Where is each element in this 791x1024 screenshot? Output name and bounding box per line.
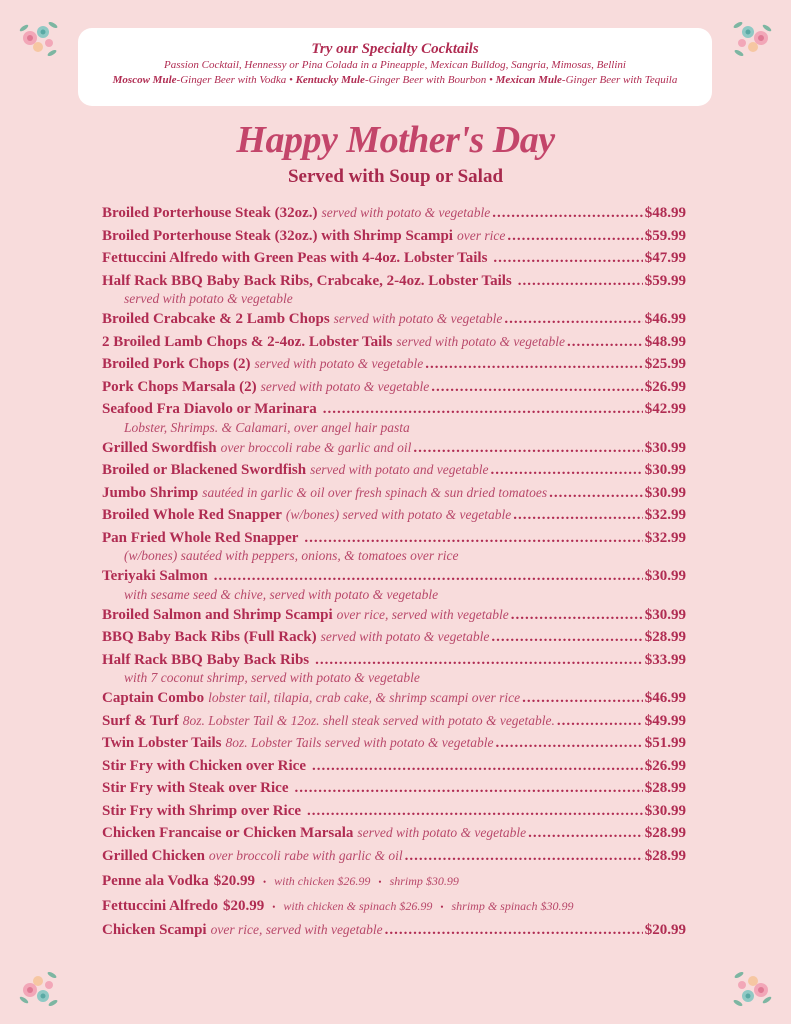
item-price: $33.99 xyxy=(644,651,686,668)
leader-dots xyxy=(557,710,643,733)
item-description: served with potato & vegetable xyxy=(321,205,491,220)
item-price: $30.99 xyxy=(644,568,686,584)
leader-dots xyxy=(522,687,643,710)
item-description: (w/bones) served with potato & vegetable xyxy=(285,507,512,522)
item-description: served with potato and vegetable xyxy=(310,462,489,477)
item-price: $30.99 xyxy=(644,606,686,623)
item-price: $46.99 xyxy=(644,690,686,706)
menu-item xyxy=(102,504,686,527)
leader-dots xyxy=(492,202,643,225)
item-description: served with potato & vegetable xyxy=(396,333,566,349)
leader-dots xyxy=(507,225,642,248)
bullet: • xyxy=(489,74,493,86)
floral-corner-icon xyxy=(729,16,775,62)
leader-dots xyxy=(491,626,642,649)
page-title: Happy Mother's Day xyxy=(236,119,555,161)
leader-dots xyxy=(511,604,643,627)
menu-item xyxy=(102,308,686,331)
specialty-cocktails-box xyxy=(78,28,712,106)
item-price: $47.99 xyxy=(644,250,686,266)
item-price: $59.99 xyxy=(644,272,686,289)
item-subdescription: with sesame seed & chive, served with potato & vegetable xyxy=(124,586,439,602)
item-option: with chicken $26.99 xyxy=(274,874,371,888)
item-price: $26.99 xyxy=(644,378,686,395)
menu-item xyxy=(102,777,686,800)
item-description: served with potato & vegetable xyxy=(357,825,527,840)
leader-dots xyxy=(518,270,643,293)
menu-item xyxy=(102,331,686,354)
menu-item xyxy=(102,565,686,604)
item-name: Broiled Pork Chops (2) xyxy=(102,356,251,372)
cocktails-list: Passion Cocktail, Hennessy or Pina Colada in a Pineapple, Mexican Bulldog, Sangria, Mimosas, Bellini xyxy=(164,59,626,71)
leader-dots xyxy=(496,732,643,755)
item-name: Chicken Francaise or Chicken Marsala xyxy=(102,825,354,841)
item-name: Teriyaki Salmon xyxy=(102,568,208,584)
item-price: $30.99 xyxy=(644,439,686,456)
item-price: $30.99 xyxy=(644,484,686,501)
item-price: $28.99 xyxy=(644,629,686,645)
leader-dots xyxy=(295,777,643,800)
menu-item-fettuccini xyxy=(102,894,686,919)
item-description: served with potato & vegetable xyxy=(333,311,503,326)
item-price: $49.99 xyxy=(644,712,686,729)
menu-item xyxy=(102,482,686,505)
item-description: sautéed in garlic & oil over fresh spinach & sun dried tomatoes xyxy=(202,484,548,500)
item-name: Fettuccini Alfredo with Green Peas with 4-4oz. Lobster Tails xyxy=(102,250,488,266)
menu-item xyxy=(102,687,686,710)
item-description: served with potato & vegetable xyxy=(320,629,490,644)
menu-item xyxy=(102,604,686,627)
mule-list xyxy=(78,73,712,88)
item-description: over broccoli rabe & garlic and oil xyxy=(220,439,412,455)
item-name: Surf & Turf xyxy=(102,712,179,729)
menu-item xyxy=(102,398,686,437)
leader-dots xyxy=(528,822,643,845)
menu-item xyxy=(102,800,686,823)
menu-item xyxy=(102,755,686,778)
item-price: $48.99 xyxy=(644,333,686,350)
leader-dots xyxy=(491,459,643,482)
item-price: $26.99 xyxy=(644,757,686,774)
item-description: over rice xyxy=(456,227,506,243)
menu-item xyxy=(102,732,686,755)
item-price: $20.99 xyxy=(222,898,265,914)
leader-dots xyxy=(431,376,642,399)
item-subdescription: served with potato & vegetable xyxy=(124,291,293,306)
mule-name: Kentucky Mule xyxy=(295,74,365,86)
item-name: Fettuccini Alfredo xyxy=(102,898,218,914)
item-subdescription: with 7 coconut shrimp, served with potato & vegetable xyxy=(124,670,420,685)
item-description: 8oz. Lobster Tail & 12oz. shell steak served with potato & vegetable. xyxy=(182,712,555,728)
bullet: • xyxy=(262,877,267,887)
item-price: $20.99 xyxy=(644,922,686,938)
item-name: Stir Fry with Chicken over Rice xyxy=(102,757,307,774)
menu-item xyxy=(102,247,686,270)
floral-corner-icon xyxy=(16,966,62,1012)
item-price: $28.99 xyxy=(644,825,686,841)
item-name: Grilled Chicken xyxy=(102,847,205,864)
menu-item xyxy=(102,225,686,248)
item-name: Broiled or Blackened Swordfish xyxy=(102,462,307,478)
floral-corner-icon xyxy=(16,16,62,62)
item-description: over rice, served with vegetable xyxy=(210,922,383,937)
floral-corner-icon xyxy=(729,966,775,1012)
page-subtitle: Served with Soup or Salad xyxy=(287,166,504,187)
item-name: 2 Broiled Lamb Chops & 2-4oz. Lobster Tails xyxy=(102,333,393,350)
item-price: $25.99 xyxy=(644,356,686,372)
item-name: BBQ Baby Back Ribs (Full Rack) xyxy=(102,629,317,645)
item-name: Twin Lobster Tails xyxy=(102,735,222,751)
mule-name: Moscow Mule xyxy=(112,74,177,86)
item-price: $30.99 xyxy=(644,462,686,478)
menu-item-penne xyxy=(102,869,686,894)
leader-dots xyxy=(307,800,643,823)
item-name: Jumbo Shrimp xyxy=(102,484,199,501)
menu-item xyxy=(102,710,686,733)
leader-dots xyxy=(385,919,643,942)
item-name: Half Rack BBQ Baby Back Ribs, Crabcake, 2-4oz. Lobster Tails xyxy=(102,272,512,289)
item-description: lobster tail, tilapia, crab cake, & shrimp scampi over rice xyxy=(208,690,521,705)
item-price: $32.99 xyxy=(644,529,686,546)
menu-item xyxy=(102,459,686,482)
leader-dots xyxy=(413,437,642,460)
item-price: $46.99 xyxy=(644,311,686,327)
menu-item xyxy=(102,270,686,309)
bullet: • xyxy=(378,877,382,887)
item-description: served with potato & vegetable xyxy=(260,378,430,394)
item-name: Penne ala Vodka xyxy=(102,873,209,889)
bullet: • xyxy=(288,74,293,86)
item-name: Broiled Whole Red Snapper xyxy=(102,507,282,523)
menu-item-chicken-scampi xyxy=(102,919,686,942)
item-description: 8oz. Lobster Tails served with potato & vegetable xyxy=(225,735,494,750)
menu-item xyxy=(102,437,686,460)
item-name: Pan Fried Whole Red Snapper xyxy=(102,529,299,546)
bullet: • xyxy=(272,902,276,912)
item-subdescription: Lobster, Shrimps. & Calamari, over angel hair pasta xyxy=(124,419,410,435)
item-price: $59.99 xyxy=(644,227,686,244)
item-name: Broiled Porterhouse Steak (32oz.) with Shrimp Scampi xyxy=(102,227,453,244)
leader-dots xyxy=(513,504,643,527)
leader-dots xyxy=(504,308,642,331)
leader-dots xyxy=(312,755,643,778)
item-name: Half Rack BBQ Baby Back Ribs xyxy=(102,651,310,668)
item-option: shrimp $30.99 xyxy=(389,874,459,888)
item-description: served with potato & vegetable xyxy=(254,356,424,371)
item-price: $28.99 xyxy=(644,780,686,796)
leader-dots xyxy=(425,353,643,376)
bullet: • xyxy=(440,902,444,912)
item-name: Seafood Fra Diavolo or Marinara xyxy=(102,401,317,417)
item-name: Stir Fry with Steak over Rice xyxy=(102,780,289,796)
menu-item xyxy=(102,822,686,845)
leader-dots xyxy=(405,845,643,868)
item-price: $51.99 xyxy=(644,735,686,751)
mule-desc: -Ginger Beer with Tequila xyxy=(561,74,678,86)
item-price: $28.99 xyxy=(644,847,686,864)
item-name: Stir Fry with Shrimp over Rice xyxy=(102,802,302,819)
menu-list xyxy=(102,202,686,942)
leader-dots xyxy=(493,247,642,270)
menu-item xyxy=(102,527,686,566)
menu-item xyxy=(102,376,686,399)
item-name: Pork Chops Marsala (2) xyxy=(102,378,257,395)
item-subdescription: (w/bones) sautéed with peppers, onions, & tomatoes over rice xyxy=(124,548,459,563)
leader-dots xyxy=(549,482,643,505)
item-name: Captain Combo xyxy=(102,690,205,706)
item-description: over broccoli rabe with garlic & oil xyxy=(208,847,403,863)
mule-desc: -Ginger Beer with Vodka xyxy=(176,74,287,86)
item-option: with chicken & spinach $26.99 xyxy=(283,899,433,913)
menu-item xyxy=(102,353,686,376)
item-option: shrimp & spinach $30.99 xyxy=(451,899,574,913)
item-price: $32.99 xyxy=(644,507,686,523)
mule-name: Mexican Mule xyxy=(495,74,562,86)
item-name: Chicken Scampi xyxy=(102,922,207,938)
item-name: Grilled Swordfish xyxy=(102,439,217,456)
item-price: $20.99 xyxy=(213,873,255,889)
menu-item xyxy=(102,649,686,688)
mule-desc: -Ginger Beer with Bourbon xyxy=(364,74,487,86)
menu-item xyxy=(102,845,686,868)
menu-item xyxy=(102,626,686,649)
cocktails-title: Try our Specialty Cocktails xyxy=(311,41,479,57)
item-price: $42.99 xyxy=(644,401,686,417)
menu-item xyxy=(102,202,686,225)
item-name: Broiled Crabcake & 2 Lamb Chops xyxy=(102,311,330,327)
item-name: Broiled Porterhouse Steak (32oz.) xyxy=(102,205,318,221)
item-description: over rice, served with vegetable xyxy=(336,606,509,622)
item-name: Broiled Salmon and Shrimp Scampi xyxy=(102,606,333,623)
leader-dots xyxy=(567,331,643,354)
item-price: $30.99 xyxy=(644,802,686,819)
item-price: $48.99 xyxy=(644,205,686,221)
